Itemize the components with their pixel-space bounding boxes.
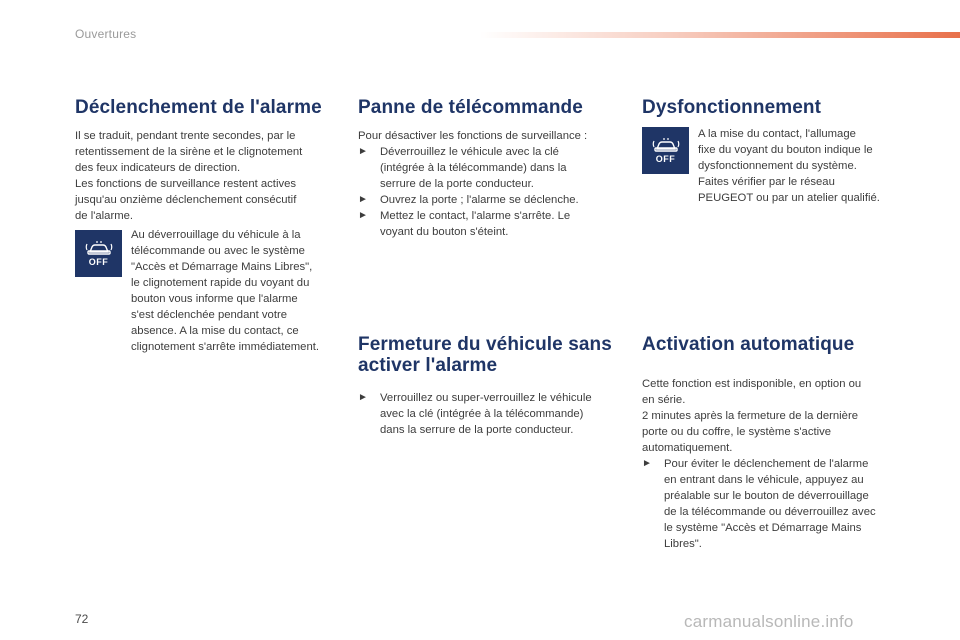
text-line: jusqu'au onzième déclenchement consécutif (75, 194, 297, 206)
bullet-arrow-icon: ► (642, 458, 652, 469)
off-label: OFF (88, 257, 109, 267)
off-label: OFF (655, 154, 676, 164)
text-line: retentissement de la sirène et le clignotement (75, 146, 303, 158)
title-malfunction: Dysfonctionnement (642, 97, 822, 118)
bullet-arrow-icon: ► (358, 194, 368, 205)
title-alarm-trigger: Déclenchement de l'alarme (75, 97, 322, 118)
text-line: Au déverrouillage du véhicule à la (131, 229, 301, 241)
note-malfunction (698, 126, 913, 206)
text-line: clignotement s'arrête immédiatement. (131, 341, 320, 353)
text-line: le système "Accès et Démarrage Mains (664, 522, 862, 534)
page-number: 72 (75, 612, 89, 626)
text-line: de l'alarme. (75, 210, 134, 222)
text-line: télécommande ou avec le système (131, 245, 305, 257)
intro-text: Pour désactiver les fonctions de surveillance : (358, 130, 588, 142)
text-line: (intégrée à la télécommande) dans la (380, 162, 567, 174)
alarm-off-button-icon (642, 127, 689, 174)
section-label: Ouvertures (75, 27, 137, 41)
title-line: activer l'alarme (358, 355, 498, 376)
text-line: 2 minutes après la fermeture de la dernière (642, 410, 859, 422)
car-alarm-icon (651, 137, 681, 153)
text-line: préalable sur le bouton de déverrouillage (664, 490, 869, 502)
list-item (358, 144, 623, 192)
column-remote-failure (358, 97, 623, 240)
text-line: Déverrouillez le véhicule avec la clé (380, 146, 559, 158)
bullet-arrow-icon: ► (358, 392, 368, 403)
note-alarm-trigger (131, 227, 346, 355)
text-line: A la mise du contact, l'allumage (698, 128, 856, 140)
title-auto-activation: Activation automatique (642, 334, 855, 355)
text-line: absence. A la mise du contact, ce (131, 325, 299, 337)
text-line: Faites vérifier par le réseau (698, 176, 835, 188)
text-line: fixe du voyant du bouton indique le (698, 144, 873, 156)
watermark-text: carmanualsonline.info (684, 612, 854, 631)
text-line: Mettez le contact, l'alarme s'arrête. Le (380, 210, 571, 222)
text-line: en entrant dans le véhicule, appuyez au (664, 474, 864, 486)
header-accent-bar (480, 32, 960, 38)
text-line: porte ou du coffre, le système s'active (642, 426, 832, 438)
text-line: Cette fonction est indisponible, en option ou (642, 378, 862, 390)
text-line: de la télécommande ou déverrouillez avec (664, 506, 876, 518)
text-line: Il se traduit, pendant trente secondes, par le (75, 130, 296, 142)
text-line: dysfonctionnement du système. (698, 160, 857, 172)
column-malfunction (642, 97, 912, 118)
text-line: serrure de la porte conducteur. (380, 178, 534, 190)
column-lock-without-alarm (358, 334, 623, 438)
text-line: avec la clé (intégrée à la télécommande) (380, 408, 584, 420)
column-alarm-trigger (75, 97, 345, 224)
text-line: s'est déclenchée pendant votre (131, 309, 288, 321)
text-line: Pour éviter le déclenchement de l'alarme (664, 458, 869, 470)
text-line: dans la serrure de la porte conducteur. (380, 424, 574, 436)
text-line: Les fonctions de surveillance restent actives (75, 178, 297, 190)
text-line: Libres". (664, 538, 702, 550)
title-line: Fermeture du véhicule sans (358, 334, 612, 355)
bullet-arrow-icon: ► (358, 146, 368, 157)
text-line: Ouvrez la porte ; l'alarme se déclenche. (380, 194, 579, 206)
list-item (358, 390, 623, 438)
text-line: en série. (642, 394, 686, 406)
title-remote-failure: Panne de télécommande (358, 97, 583, 118)
list-item (642, 456, 912, 552)
paragraph-alarm-trigger (75, 128, 345, 224)
alarm-off-button-icon (75, 230, 122, 277)
text-line: le clignotement rapide du voyant du (131, 277, 310, 289)
list-item (358, 192, 623, 208)
car-alarm-icon (84, 240, 114, 256)
column-auto-activation (642, 334, 912, 552)
bullet-arrow-icon: ► (358, 210, 368, 221)
text-line: Verrouillez ou super-verrouillez le véhicule (380, 392, 592, 404)
title-lock-without-alarm (358, 334, 623, 376)
text-line: "Accès et Démarrage Mains Libres", (131, 261, 313, 273)
text-line: des feux indicateurs de direction. (75, 162, 241, 174)
text-line: PEUGEOT ou par un atelier qualifié. (698, 192, 880, 204)
text-line: bouton vous informe que l'alarme (131, 293, 298, 305)
list-item (358, 208, 623, 240)
text-line: voyant du bouton s'éteint. (380, 226, 509, 238)
text-line: automatiquement. (642, 442, 733, 454)
